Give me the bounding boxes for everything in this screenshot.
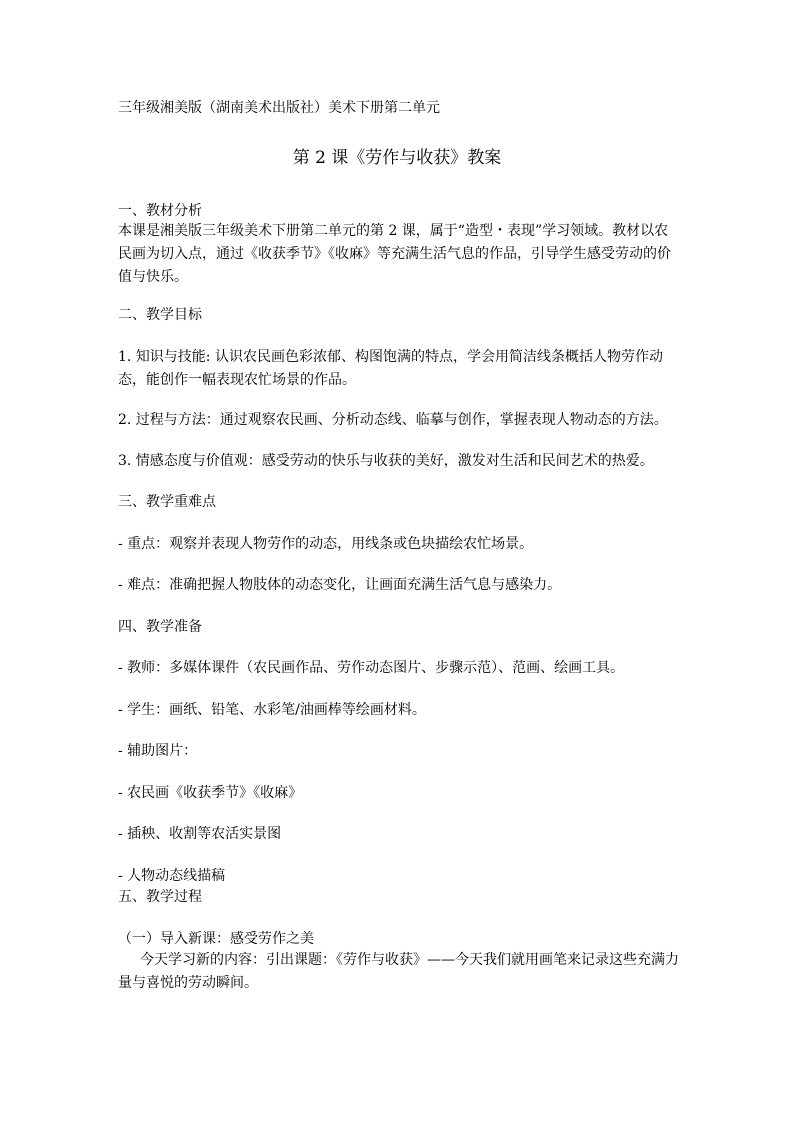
section-heading-goals: 二、教学目标 [118, 307, 202, 323]
subsection-heading-intro: （一）导入新课：感受劳作之美 [118, 931, 314, 947]
prep-item-student: - 学生：画纸、铅笔、水彩笔/油画棒等绘画材料。 [118, 702, 426, 718]
prep-image-item-2: - 插秧、收割等农活实景图 [118, 826, 282, 842]
section-heading-key-points: 三、教学重难点 [118, 494, 216, 510]
section-heading-analysis: 一、教材分析 [118, 203, 202, 219]
section-heading-process: 五、教学过程 [118, 889, 202, 905]
goal-item-3: 3. 情感态度与价值观：感受劳动的快乐与收获的美好，激发对生活和民间艺术的热爱。 [118, 453, 654, 469]
prep-image-item-3: - 人物动态线描稿 [118, 868, 226, 884]
paragraph-intro: 今天学习新的内容：引出课题：《劳作与收获》——今天我们就用画笔来记录这些充满力量与喜悦的劳动瞬间。 [118, 952, 679, 991]
prep-item-teacher: - 教师：多媒体课件（农民画作品、劳作动态图片、步骤示范）、范画、绘画工具。 [118, 660, 625, 676]
difficulty-item: - 难点：准确把握人物肢体的动态变化，让画面充满生活气息与感染力。 [118, 577, 562, 593]
prep-image-item-1: - 农民画《收获季节》《收麻》 [118, 785, 303, 801]
key-point-item: - 重点：观察并表现人物劳作的动态，用线条或色块描绘农忙场景。 [118, 536, 534, 552]
goal-item-2: 2. 过程与方法：通过观察农民画、分析动态线、临摹与创作，掌握表现人物动态的方法。 [118, 412, 668, 428]
goal-item-1: 1. 知识与技能: 认识农民画色彩浓郁、构图饱满的特点，学会用简洁线条概括人物劳作动态，能创作一幅表现农忙场景的作品。 [118, 349, 663, 388]
document-title: 第 2 课《劳作与收获》教案 [292, 148, 502, 168]
paragraph-analysis: 本课是湘美版三年级美术下册第二单元的第 2 课，属于“造型・表现”学习领域。教材以农民画为切入点，通过《收获季节》《收麻》等充满生活气息的作品，引导学生感受劳动的价值与快乐。 [118, 223, 671, 285]
section-heading-preparation: 四、教学准备 [118, 619, 202, 635]
prep-item-images: - 辅助图片： [118, 743, 198, 759]
document-header: 三年级湘美版（湖南美术出版社）美术下册第二单元 [118, 100, 440, 116]
